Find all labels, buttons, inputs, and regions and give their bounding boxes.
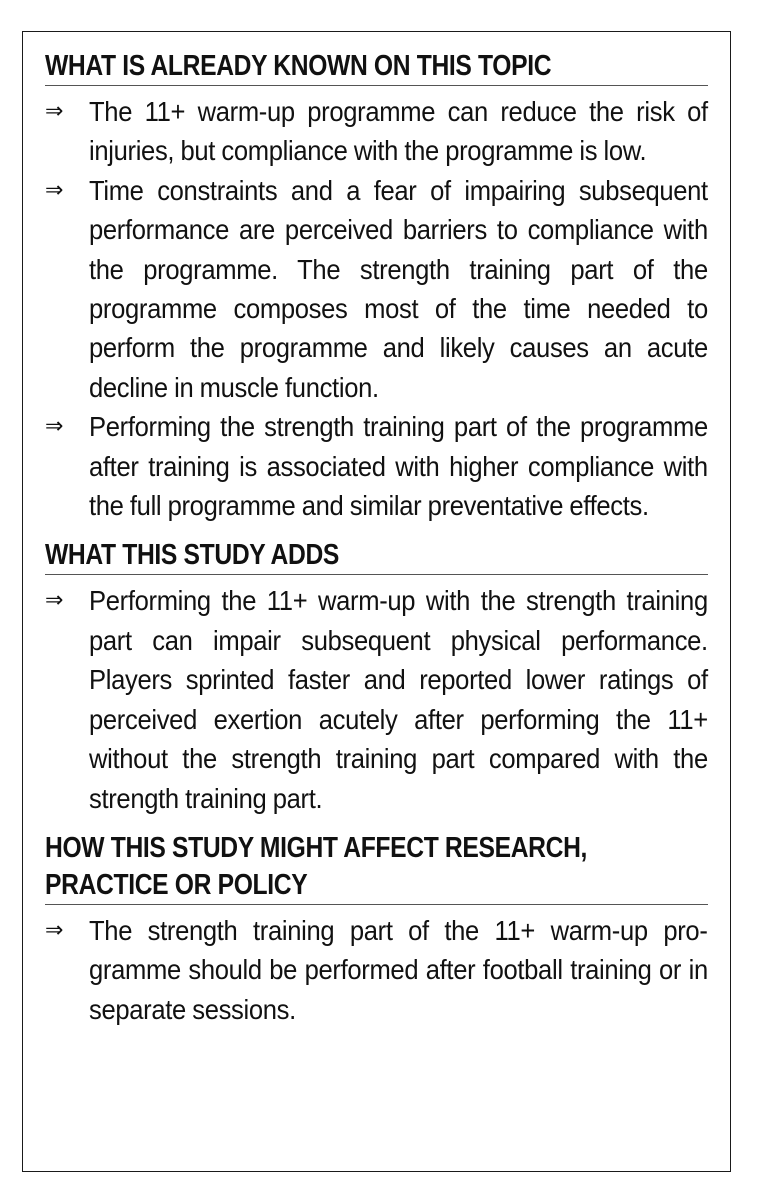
section-heading [45, 537, 708, 574]
list-item-text: Time constraints and a fear of impairing subsequent performance are perceived barriers to compliance with the programme. The strength training part of the programme composes most of the time needed to perform the programme and likely causes an acute decline in muscle function. [89, 174, 708, 403]
double-arrow-icon: ⇒ [45, 917, 64, 943]
section-heading-line: WHAT THIS STUDY ADDS [45, 539, 340, 572]
list-item [45, 581, 708, 817]
section-might-affect [45, 830, 708, 1029]
list-item [45, 92, 708, 171]
list-item-text: Performing the 11+ warm-up with the strength training part can impair subsequent physical performance. Players sprinted faster and reported lower ratings of perceived exertion acutely after performing the 11+ without the strength training part compared with the strength training part. [89, 585, 708, 814]
list-item-text: The strength training part of the 11+ warm-up programme should be performed after football training or in separate sessions. [89, 914, 708, 1025]
section-study-adds [45, 537, 708, 817]
section-heading-line: HOW THIS STUDY MIGHT AFFECT RESEARCH, [45, 831, 588, 864]
section-heading [45, 830, 708, 904]
section-heading-line: PRACTICE OR POLICY [45, 868, 308, 901]
section-divider [45, 574, 708, 575]
list-item-text: Performing the strength training part of the programme after training is associated with higher compliance with the full programme and similar preventative effects. [89, 411, 708, 522]
bullet-list [45, 581, 708, 817]
list-item-text: The 11+ warm-up programme can reduce the risk of injuries, but compliance with the programme is low. [89, 96, 708, 167]
bullet-list [45, 92, 708, 525]
bullet-list [45, 911, 708, 1029]
double-arrow-icon: ⇒ [45, 414, 64, 440]
section-divider [45, 904, 708, 905]
key-messages-box [22, 31, 731, 1172]
list-item [45, 407, 708, 525]
section-heading-line: WHAT IS ALREADY KNOWN ON THIS TOPIC [45, 50, 552, 82]
section-heading [45, 48, 708, 85]
list-item [45, 911, 708, 1029]
section-already-known [45, 48, 708, 525]
double-arrow-icon: ⇒ [45, 588, 64, 614]
double-arrow-icon: ⇒ [45, 99, 64, 124]
section-divider [45, 85, 708, 86]
double-arrow-icon: ⇒ [45, 177, 64, 203]
list-item [45, 171, 708, 407]
